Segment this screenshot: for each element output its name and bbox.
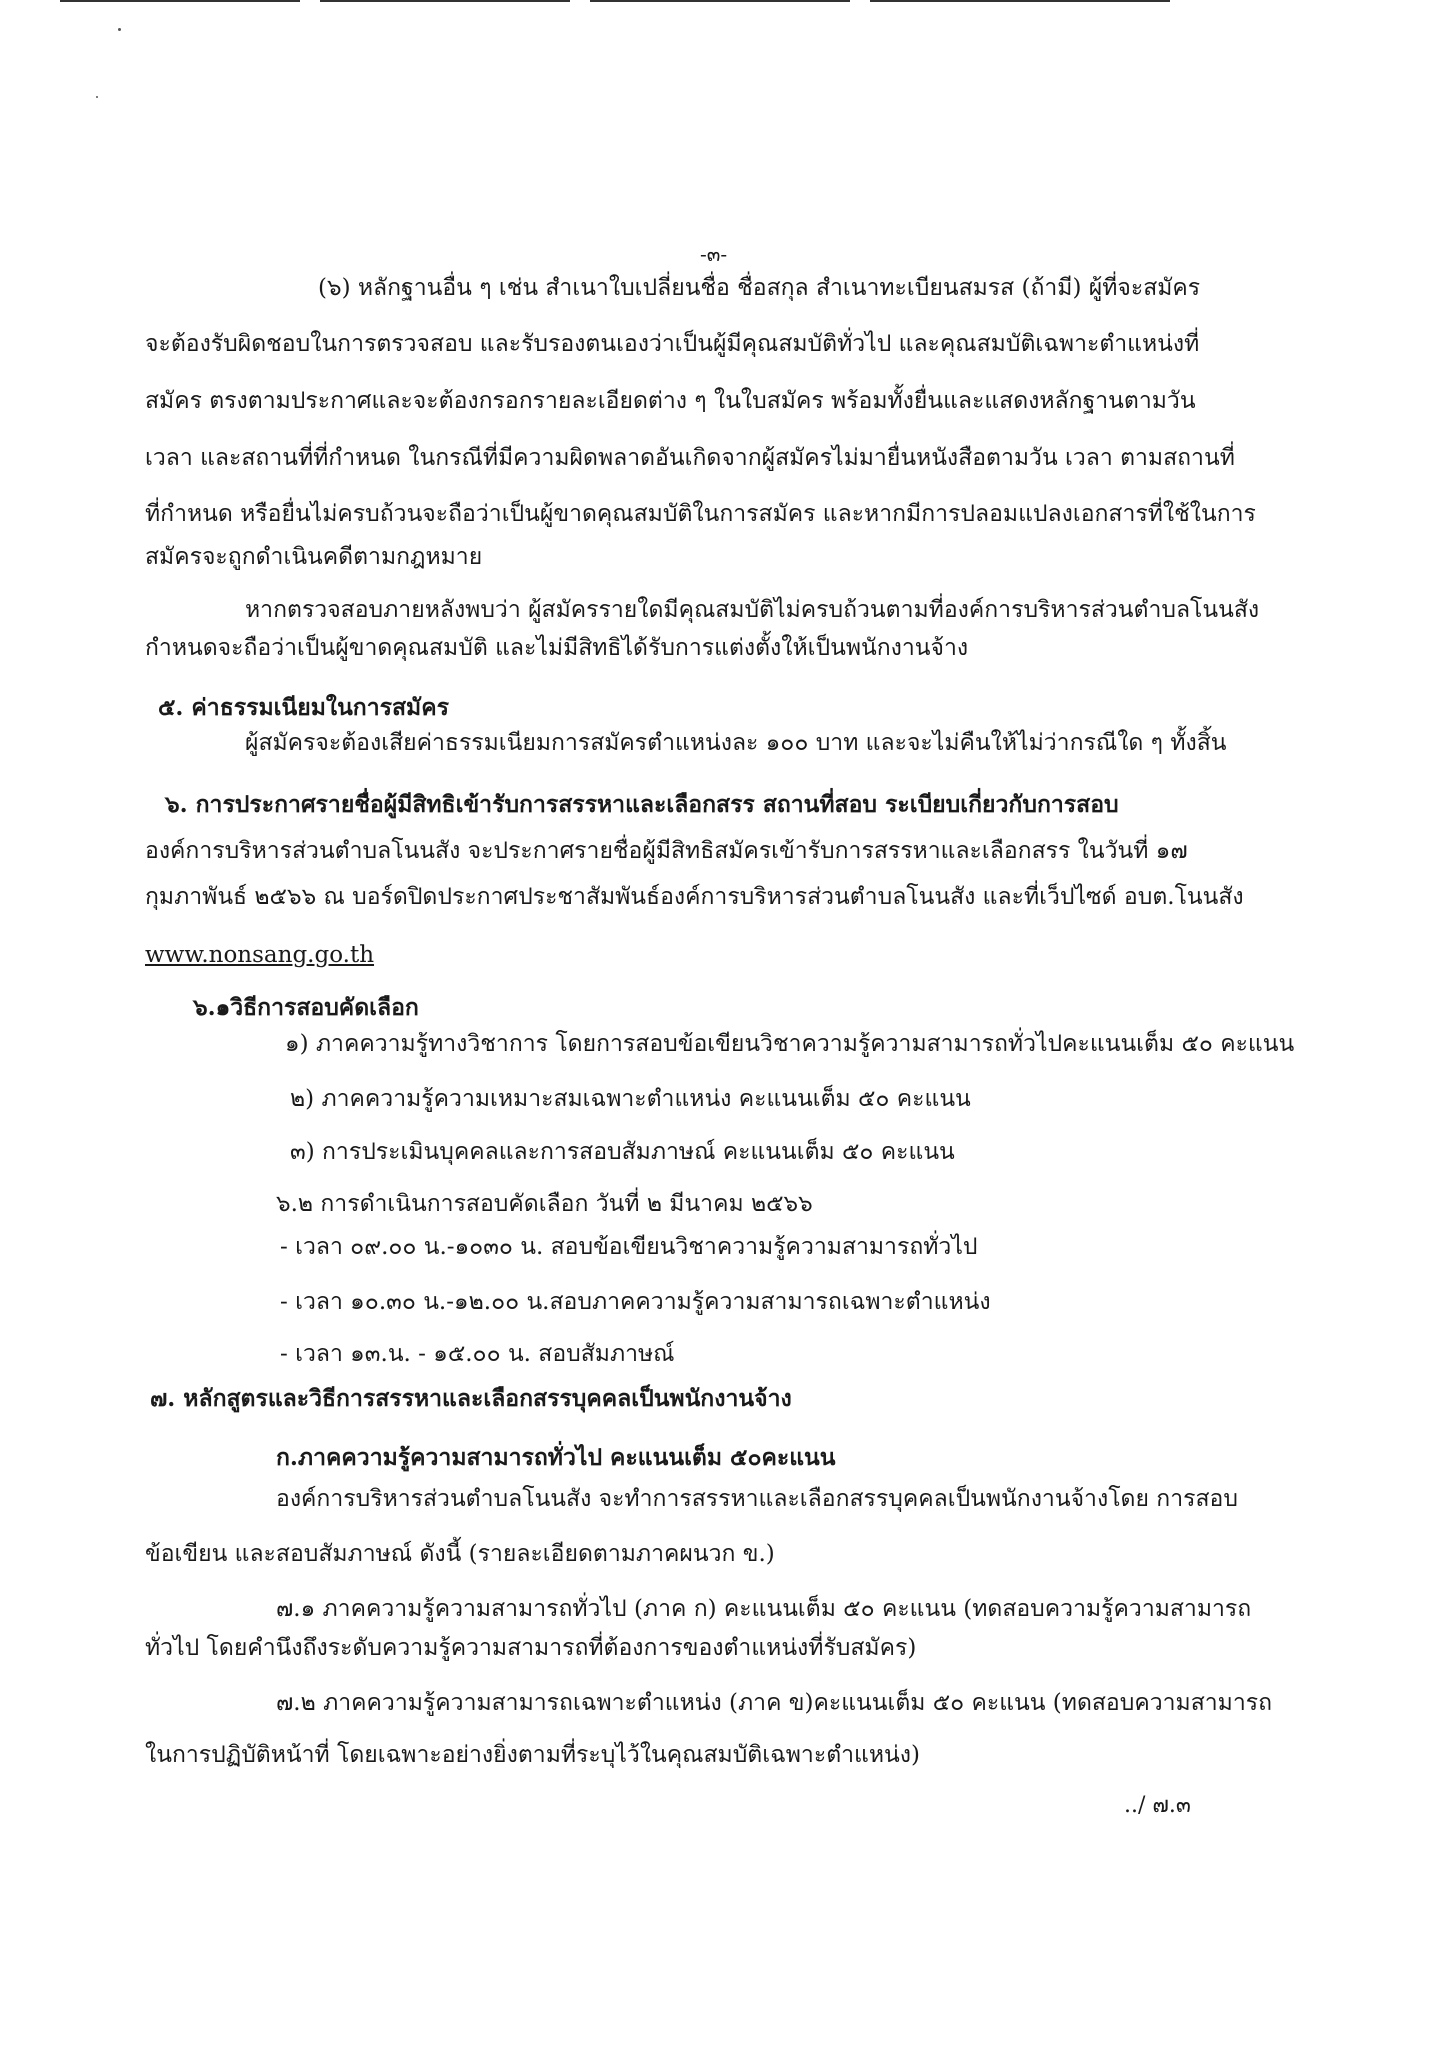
announce-line-2: กุมภาพันธ์ ๒๕๖๖ ณ บอร์ดปิดประกาศประชาสัมพันธ์องค์การบริหารส่วนตำบลโนนสัง และที่เว็ปไซด์ อบต.โนนสัง (145, 884, 1244, 910)
section-6-heading: ๖. การประกาศรายชื่อผู้มีสิทธิเข้ารับการสรรหาและเลือกสรร สถานที่สอบ ระเบียบเกี่ยวกับการสอบ (165, 791, 1119, 818)
fee-line: ผู้สมัครจะต้องเสียค่าธรรมเนียมการสมัครตำแหน่งละ ๑๐๐ บาท และจะไม่คืนให้ไม่ว่ากรณีใด ๆ ทั้งสิ้น (245, 730, 1227, 756)
recruit-para-line-2: ข้อเขียน และสอบสัมภาษณ์ ดังนี้ (รายละเอียดตามภาคผนวก ข.) (145, 1541, 775, 1567)
section-5-heading: ๕. ค่าธรรมเนียมในการสมัคร (158, 694, 449, 721)
exam-method-2: ๒) ภาคความรู้ความเหมาะสมเฉพาะตำแหน่ง คะแนนเต็ม ๕๐ คะแนน (290, 1086, 971, 1112)
part-a-heading: ก.ภาคความรู้ความสามารถทั่วไป คะแนนเต็ม ๕๐คะแนน (276, 1444, 836, 1471)
website-link[interactable]: www.nonsang.go.th (145, 942, 375, 968)
para-6-line-4: เวลา และสถานที่ที่กำหนด ในกรณีที่มีความผิดพลาดอันเกิดจากผู้สมัครไม่มายื่นหนังสือตามวัน เวลา ตามสถานที่ (145, 445, 1235, 471)
recruit-para-line-1: องค์การบริหารส่วนตำบลโนนสัง จะทำการสรรหาและเลือกสรรบุคคลเป็นพนักงานจ้างโดย การสอบ (276, 1486, 1238, 1512)
schedule-line-3: - เวลา ๑๓.น. - ๑๕.๐๐ น. สอบสัมภาษณ์ (280, 1341, 675, 1367)
para-6-line-6: สมัครจะถูกดำเนินคดีตามกฎหมาย (145, 544, 483, 570)
section-7-1-line-2: ทั่วไป โดยคำนึงถึงระดับความรู้ความสามารถที่ต้องการของตำแหน่งที่รับสมัคร) (145, 1635, 917, 1661)
section-7-2-line-2: ในการปฏิบัติหน้าที่ โดยเฉพาะอย่างยิ่งตามที่ระบุไว้ในคุณสมบัติเฉพาะตำแหน่ง) (145, 1742, 920, 1768)
section-7-heading: ๗. หลักสูตรและวิธีการสรรหาและเลือกสรรบุคคลเป็นพนักงานจ้าง (150, 1385, 792, 1412)
announce-line-1: องค์การบริหารส่วนตำบลโนนสัง จะประกาศรายชื่อผู้มีสิทธิสมัครเข้ารับการสรรหาและเลือกสรร ในวันที่ ๑๗ (145, 838, 1188, 864)
section-6-1-heading: ๖.๑วิธีการสอบคัดเลือก (193, 994, 419, 1021)
para-6-line-1: (๖) หลักฐานอื่น ๆ เช่น สำเนาใบเปลี่ยนชื่อ ชื่อสกุล สำเนาทะเบียนสมรส (ถ้ามี) ผู้ที่จะสมัคร (318, 275, 1201, 301)
exam-method-1: ๑) ภาคความรู้ทางวิชาการ โดยการสอบข้อเขียนวิชาความรู้ความสามารถทั่วไปคะแนนเต็ม ๕๐ คะแนน (285, 1031, 1295, 1057)
page-number: -๓- (700, 242, 728, 266)
para-6-line-5: ที่กำหนด หรือยื่นไม่ครบถ้วนจะถือว่าเป็นผู้ขาดคุณสมบัติในการสมัคร และหากมีการปลอมแปลงเอกสารที่ใช้ในการ (145, 501, 1256, 527)
continuation-marker: ../ ๗.๓ (1124, 1793, 1191, 1818)
verify-para-line-2: กำหนดจะถือว่าเป็นผู้ขาดคุณสมบัติ และไม่มีสิทธิได้รับการแต่งตั้งให้เป็นพนักงานจ้าง (145, 635, 969, 661)
para-6-line-2: จะต้องรับผิดชอบในการตรวจสอบ และรับรองตนเองว่าเป็นผู้มีคุณสมบัติทั่วไป และคุณสมบัติเฉพาะตำแหน่งที่ (145, 331, 1200, 357)
section-6-2-line: ๖.๒ การดำเนินการสอบคัดเลือก วันที่ ๒ มีนาคม ๒๕๖๖ (276, 1191, 813, 1217)
section-7-1-line-1: ๗.๑ ภาคความรู้ความสามารถทั่วไป (ภาค ก) คะแนนเต็ม ๕๐ คะแนน (ทดสอบความรู้ความสามารถ (276, 1596, 1252, 1622)
schedule-line-2: - เวลา ๑๐.๓๐ น.-๑๒.๐๐ น.สอบภาคความรู้ความสามารถเฉพาะตำแหน่ง (280, 1289, 991, 1315)
scan-speck (118, 28, 121, 31)
section-7-2-line-1: ๗.๒ ภาคความรู้ความสามารถเฉพาะตำแหน่ง (ภาค ข)คะแนนเต็ม ๕๐ คะแนน (ทดสอบความสามารถ (276, 1690, 1273, 1716)
schedule-line-1: - เวลา ๐๙.๐๐ น.-๑๐๓๐ น. สอบข้อเขียนวิชาความรู้ความสามารถทั่วไป (280, 1234, 978, 1260)
para-6-line-3: สมัคร ตรงตามประกาศและจะต้องกรอกรายละเอียดต่าง ๆ ในใบสมัคร พร้อมทั้งยื่นและแสดงหลักฐานตามวัน (145, 388, 1196, 414)
verify-para-line-1: หากตรวจสอบภายหลังพบว่า ผู้สมัครรายใดมีคุณสมบัติไม่ครบถ้วนตามที่องค์การบริหารส่วนตำบลโนนสัง (245, 597, 1260, 623)
scan-speck (96, 96, 98, 98)
top-scan-rule (60, 0, 1180, 3)
exam-method-3: ๓) การประเมินบุคคลและการสอบสัมภาษณ์ คะแนนเต็ม ๕๐ คะแนน (290, 1139, 955, 1165)
